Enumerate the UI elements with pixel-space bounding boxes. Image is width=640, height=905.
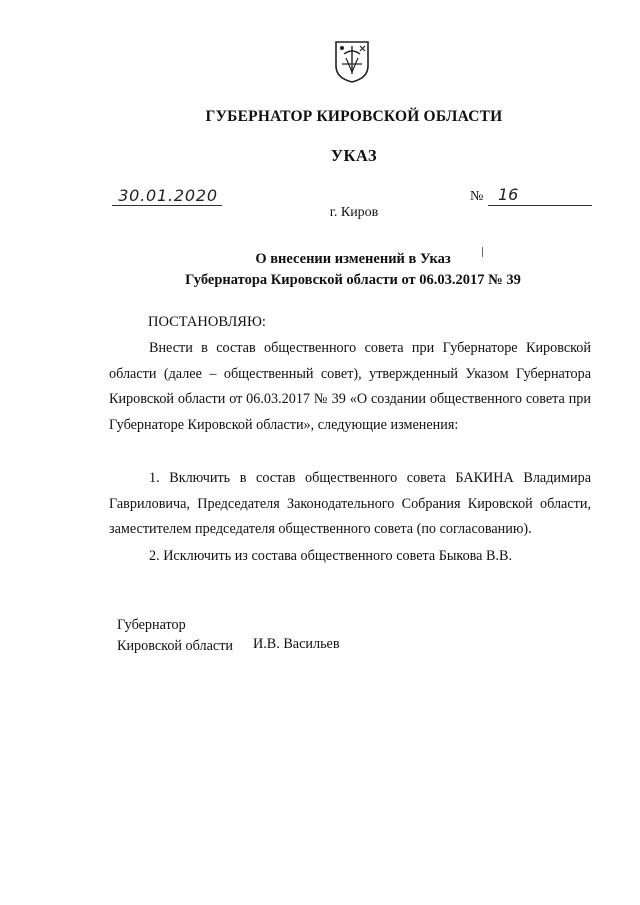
item-1-paragraph: 1. Включить в состав общественного совета БАКИНА Владимира Гавриловича, Председателя Законодательного Собрания Кировской области, заместителем председателя общественного совета (по согласованию). bbox=[109, 470, 591, 538]
signatory-title-line-2: Кировской области bbox=[117, 638, 233, 654]
signatory-title bbox=[117, 615, 233, 657]
signatory-title-line-1: Губернатор bbox=[117, 617, 186, 633]
decree-heading: ПОСТАНОВЛЯЮ: bbox=[148, 314, 266, 330]
document-date: 30.01.2020 bbox=[118, 186, 218, 205]
intro-paragraph: Внести в состав общественного совета при Губернаторе Кировской области (далее – общественный совет), утвержденный Указом Губернатора Кировской области от 06.03.2017 № 39 «О создании общественного совета при Губернаторе Кировской области», следующие изменения: bbox=[109, 340, 591, 433]
document-subject bbox=[0, 249, 640, 291]
document-number: 16 bbox=[498, 185, 519, 204]
subject-line-2: Губернатора Кировской области от 06.03.2017 № 39 bbox=[185, 272, 521, 288]
issuing-authority: ГУБЕРНАТОР КИРОВСКОЙ ОБЛАСТИ bbox=[205, 108, 503, 125]
subject-line-1: О внесении изменений в Указ bbox=[255, 251, 451, 267]
number-sign: № bbox=[470, 189, 484, 204]
document-type: УКАЗ bbox=[330, 146, 378, 165]
coat-of-arms-icon bbox=[332, 38, 372, 84]
item-2-paragraph: 2. Исключить из состава общественного совета Быкова В.В. bbox=[149, 548, 513, 564]
document-city: г. Киров bbox=[329, 205, 379, 220]
signatory-name: И.В. Васильев bbox=[253, 636, 340, 652]
